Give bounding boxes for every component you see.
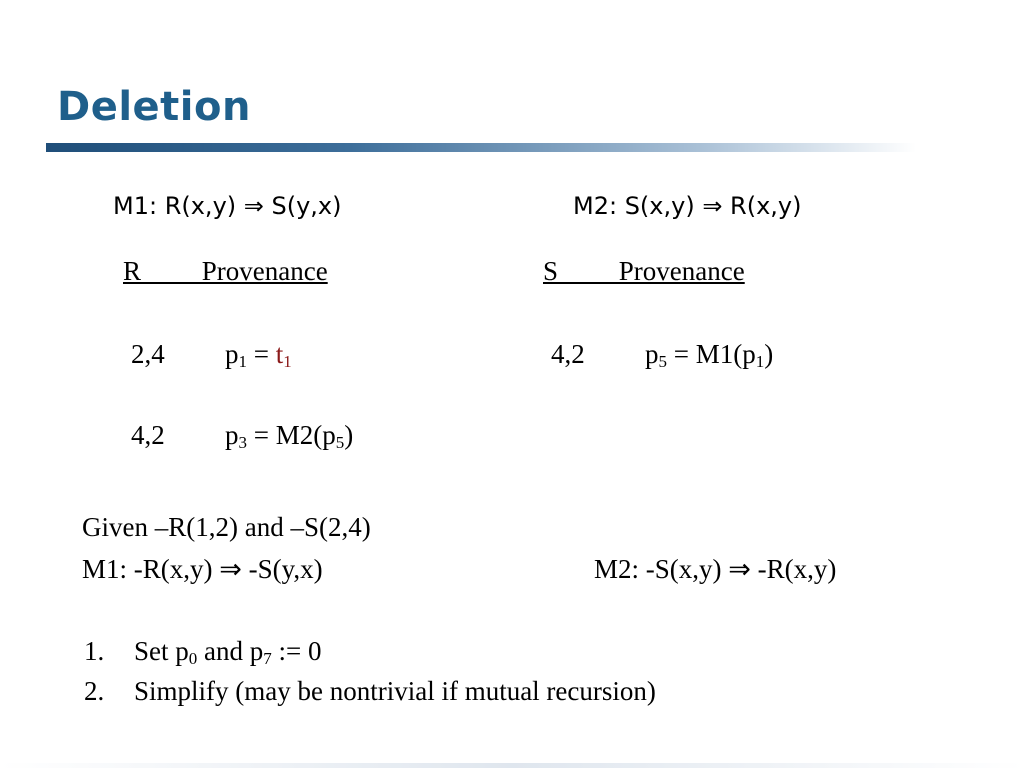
r-row2-tuple: 4,2 [131, 420, 165, 450]
title-divider [46, 143, 916, 152]
footer-divider [0, 763, 1024, 768]
step-2-text: Simplify (may be nontrivial if mutual recursion) [134, 676, 656, 706]
table-r-header: R Provenance [123, 256, 328, 286]
mapping-m1: M1: R(x,y) ⇒ S(y,x) [113, 192, 342, 220]
step-2-number: 2. [84, 676, 105, 706]
s-row1-provenance: $p_5 = M1(p_1)$ [645, 339, 774, 371]
mapping-m2: M2: S(x,y) ⇒ R(x,y) [573, 192, 802, 220]
step-1-number: 1. [84, 636, 105, 666]
r-row1-tuple: 2,4 [131, 339, 165, 369]
page-title: Deletion [57, 84, 251, 130]
negated-m2: M2: -S(x,y) ⇒ -R(x,y) [594, 554, 837, 584]
negated-m1: M1: -R(x,y) ⇒ -S(y,x) [82, 554, 323, 584]
r-row2-provenance: $p_3 = M2(p_5)$ [225, 420, 354, 452]
s-row1-tuple: 4,2 [551, 339, 585, 369]
table-s-header: S Provenance [543, 256, 745, 286]
r-row1-provenance: $p_1 = t_1$ [225, 339, 292, 371]
given-text: Given –R(1,2) and –S(2,4) [82, 512, 371, 542]
step-1-text: Set $p_0$ and $p_7$ := 0 [134, 636, 322, 668]
